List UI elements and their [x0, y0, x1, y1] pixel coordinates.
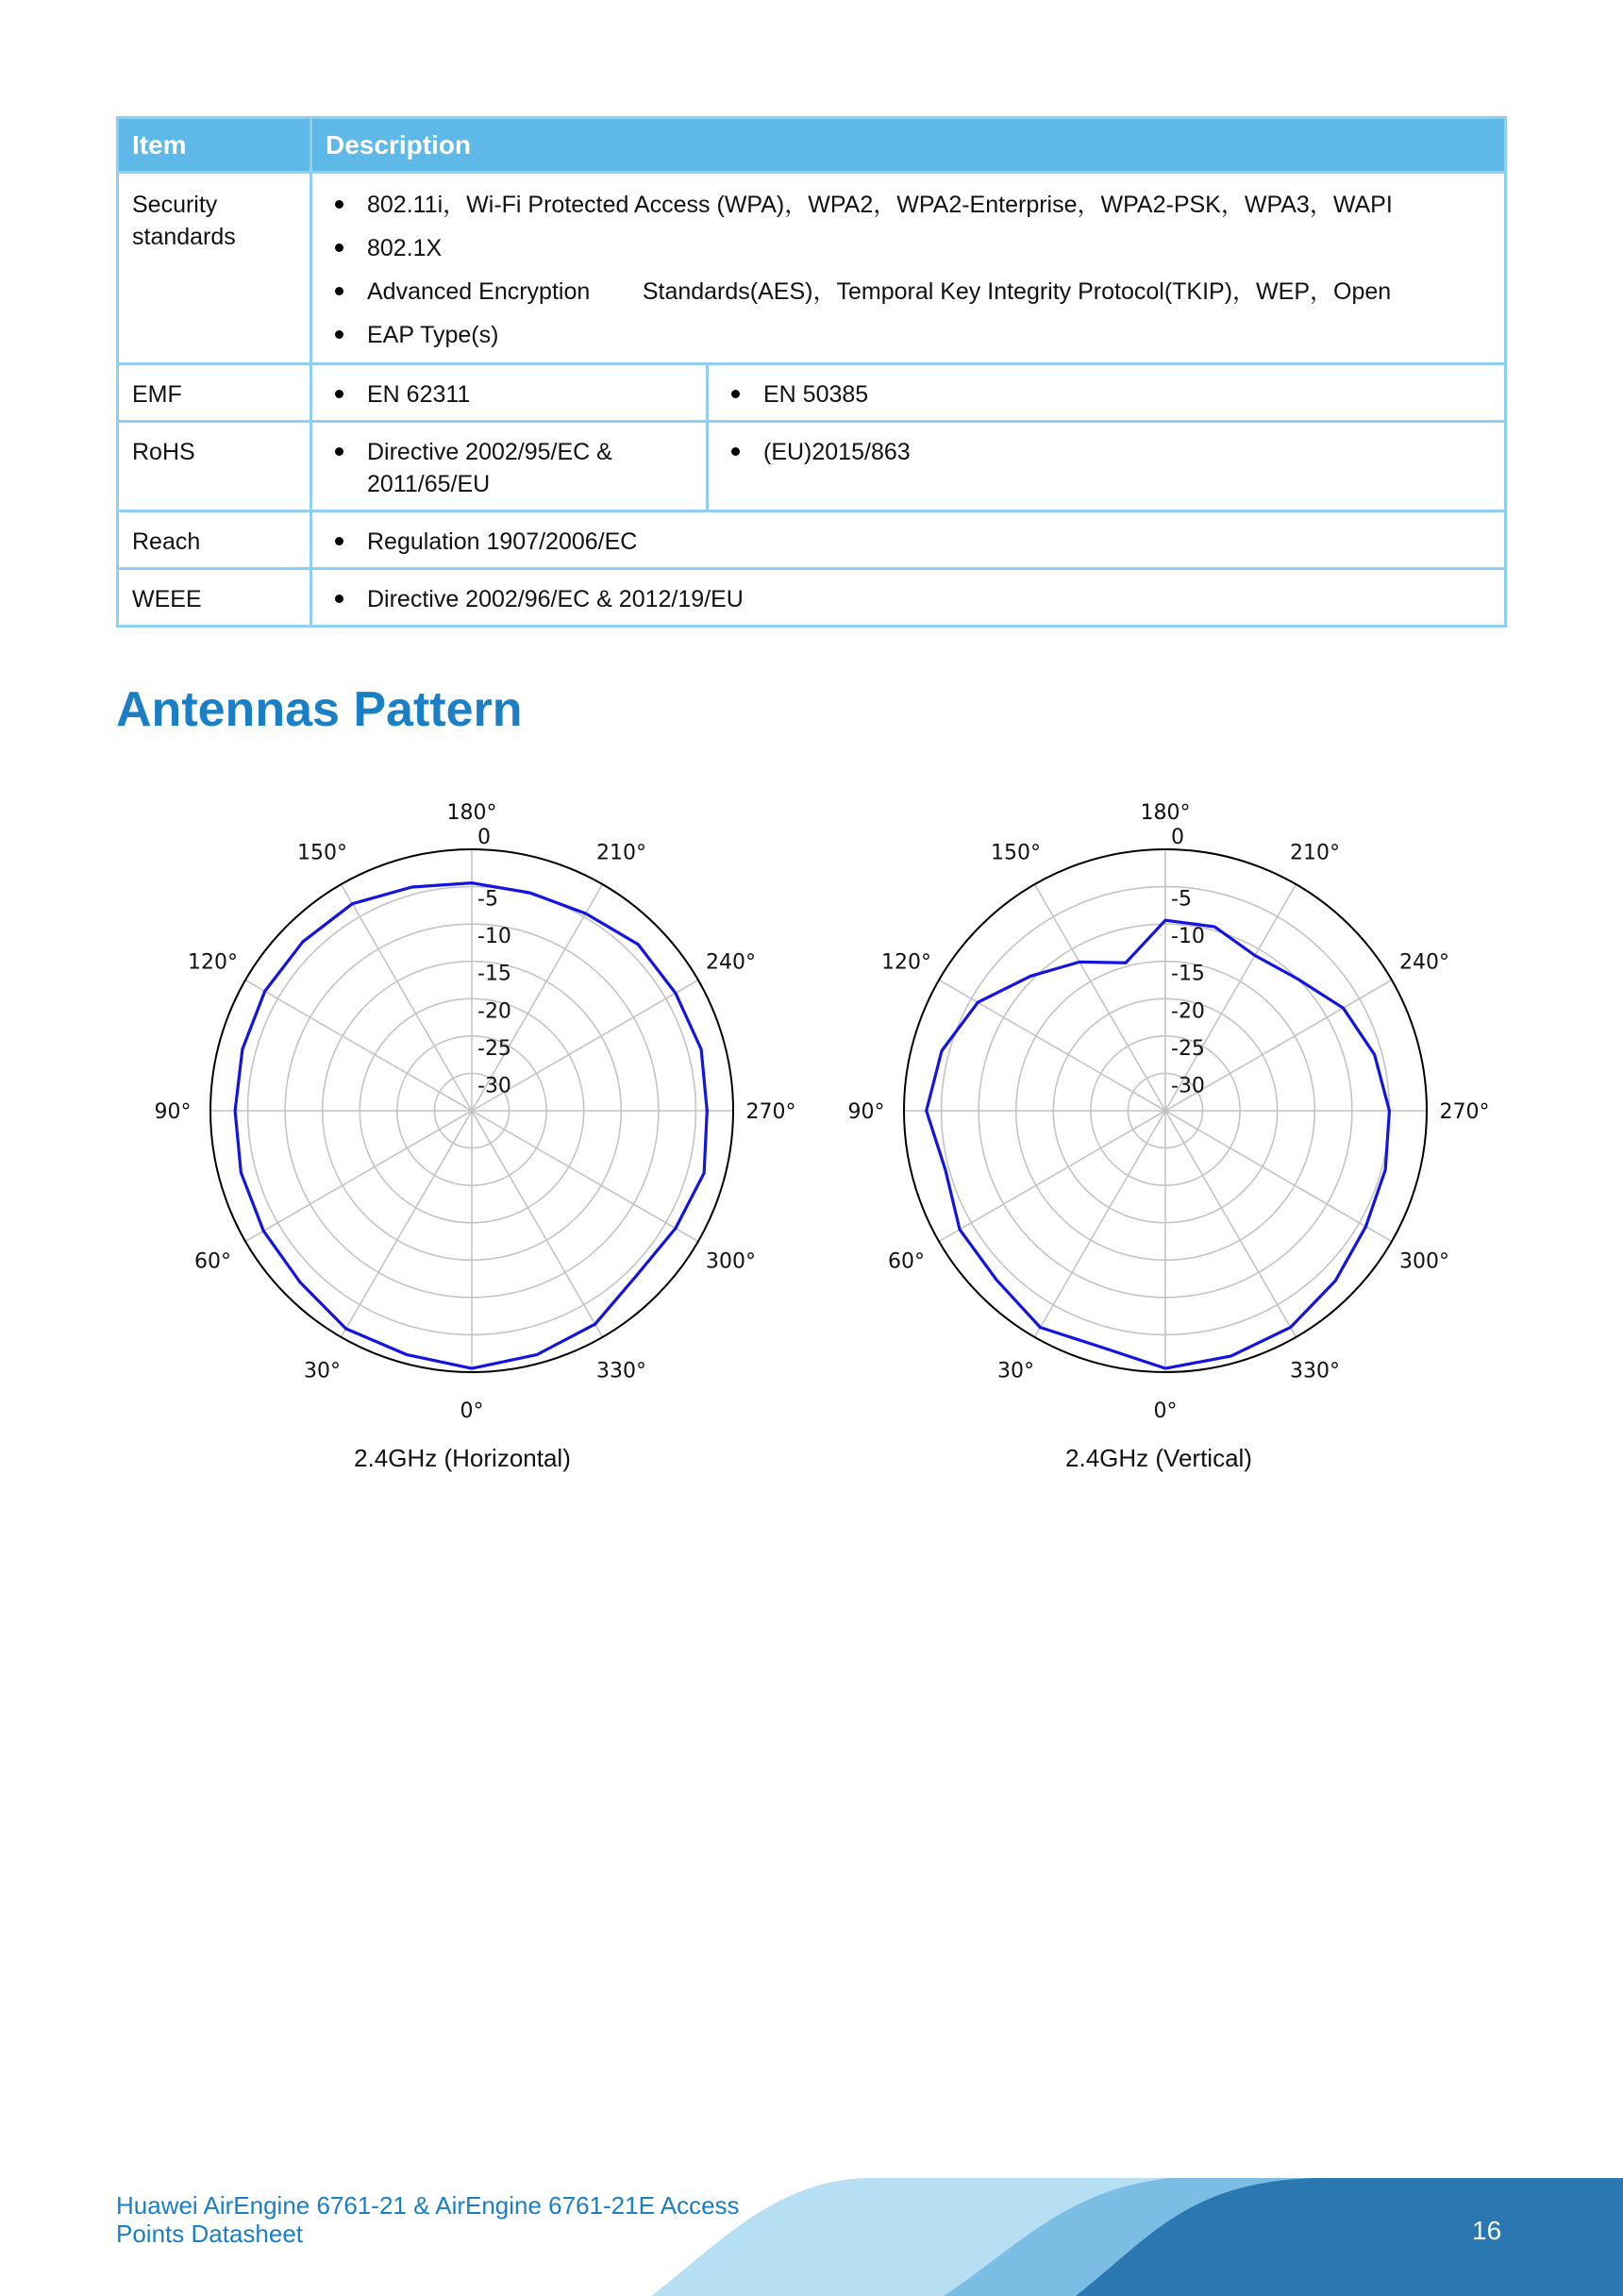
grid-spoke — [1035, 884, 1166, 1111]
page-number: 16 — [1472, 2216, 1502, 2245]
radial-tick-label: -20 — [1171, 999, 1205, 1024]
grid-spoke — [939, 980, 1165, 1112]
angle-tick-label: 0° — [460, 1399, 484, 1423]
table-header-row — [118, 118, 1506, 173]
description-cell — [311, 364, 708, 422]
radial-tick-label: -30 — [1171, 1074, 1205, 1098]
bullet-item: Directive 2002/95/EC & 2011/65/EU — [329, 436, 693, 500]
radial-tick-label: -5 — [477, 887, 498, 912]
table-row-weee — [118, 569, 1506, 627]
angle-tick-label: 270° — [1439, 1100, 1490, 1124]
item-cell: EMF — [118, 364, 311, 422]
angle-tick-label: 240° — [706, 950, 757, 975]
angle-tick-label: 300° — [1399, 1249, 1450, 1274]
radial-tick-label: -20 — [477, 999, 511, 1024]
angle-tick-label: 150° — [297, 841, 347, 865]
spec-table — [116, 116, 1507, 628]
grid-spoke — [342, 884, 473, 1111]
radial-tick-label: -25 — [477, 1036, 511, 1061]
item-cell: WEEE — [118, 569, 311, 627]
radial-tick-label: -15 — [477, 962, 511, 986]
angle-tick-label: 120° — [880, 950, 931, 975]
radial-tick-label: -5 — [1171, 887, 1192, 912]
item-cell: Reach — [118, 511, 311, 569]
header-description: Description — [311, 118, 1506, 173]
grid-spoke — [1165, 1111, 1392, 1242]
grid-spoke — [1035, 1111, 1166, 1337]
bullet-item: Directive 2002/96/EC & 2012/19/EU — [329, 583, 1491, 615]
footer-title: Huawei AirEngine 6761-21 & AirEngine 6761-21E Access Points Datasheet — [116, 2191, 740, 2248]
pattern-line — [927, 920, 1390, 1368]
description-cell — [311, 569, 1506, 627]
angle-tick-label: 90° — [154, 1100, 192, 1124]
grid-spoke — [245, 980, 472, 1112]
polar-chart-horizontal — [142, 793, 802, 1472]
table-row-security — [118, 173, 1506, 364]
angle-tick-label: 270° — [745, 1100, 796, 1124]
chart-caption-horizontal: 2.4GHz (Horizontal) — [354, 1444, 571, 1472]
radial-tick-label: 0 — [477, 826, 491, 849]
table-row-reach — [118, 511, 1506, 569]
angle-tick-label: 30° — [997, 1359, 1034, 1383]
angle-tick-label: 0° — [1153, 1399, 1178, 1423]
description-cell — [311, 173, 1506, 364]
angle-tick-label: 210° — [596, 841, 646, 865]
angle-tick-label: 60° — [887, 1249, 925, 1274]
bullet-item: Advanced Encryption Standards(AES)，Temporal Key Integrity Protocol(TKIP)，WEP，Open — [329, 276, 1491, 308]
description-cell — [708, 364, 1506, 422]
angle-tick-label: 330° — [596, 1359, 646, 1383]
angle-tick-label: 30° — [304, 1359, 341, 1383]
angle-tick-label: 90° — [847, 1100, 885, 1124]
bullet-item: EN 62311 — [329, 378, 693, 411]
bullet-item: 802.1X — [329, 232, 1491, 264]
bullet-item: EN 50385 — [726, 378, 1491, 411]
chart-caption-vertical: 2.4GHz (Vertical) — [1065, 1444, 1252, 1472]
grid-spoke — [245, 1111, 472, 1242]
angle-tick-label: 300° — [706, 1249, 757, 1274]
radial-tick-label: -15 — [1171, 962, 1205, 986]
angle-tick-label: 210° — [1290, 841, 1340, 865]
radial-tick-label: 0 — [1171, 826, 1184, 849]
grid-spoke — [1165, 1111, 1297, 1337]
grid-spoke — [472, 1111, 603, 1337]
header-item: Item — [118, 118, 311, 173]
radial-tick-label: -10 — [477, 925, 511, 949]
grid-spoke — [939, 1111, 1165, 1242]
bullet-list — [329, 189, 1491, 351]
angle-tick-label: 60° — [193, 1249, 231, 1274]
bullet-item: (EU)2015/863 — [726, 436, 1491, 468]
polar-chart-vertical — [835, 793, 1496, 1472]
angle-tick-label: 330° — [1290, 1359, 1340, 1383]
section-title: Antennas Pattern — [116, 682, 523, 737]
description-cell — [311, 511, 1506, 569]
description-cell — [311, 422, 708, 511]
angle-tick-label: 150° — [991, 841, 1041, 865]
bullet-item: 802.11i，Wi-Fi Protected Access (WPA)，WPA2，WPA2-Enterprise，WPA2-PSK，WPA3，WAPI — [329, 189, 1491, 221]
angle-tick-label: 240° — [1399, 950, 1450, 975]
item-cell: RoHS — [118, 422, 311, 511]
description-cell — [708, 422, 1506, 511]
angle-tick-label: 180° — [446, 801, 497, 825]
radial-tick-label: -10 — [1171, 925, 1205, 949]
table-row-rohs — [118, 422, 1506, 511]
item-cell: Security standards — [118, 173, 311, 364]
angle-tick-label: 180° — [1140, 801, 1191, 825]
grid-spoke — [342, 1111, 473, 1337]
bullet-item: Regulation 1907/2006/EC — [329, 526, 1491, 558]
radial-tick-label: -30 — [477, 1074, 511, 1098]
radial-tick-label: -25 — [1171, 1036, 1205, 1061]
angle-tick-label: 120° — [187, 950, 238, 975]
table-row-emf — [118, 364, 1506, 422]
bullet-item: EAP Type(s) — [329, 319, 1491, 351]
grid-spoke — [472, 1111, 698, 1242]
